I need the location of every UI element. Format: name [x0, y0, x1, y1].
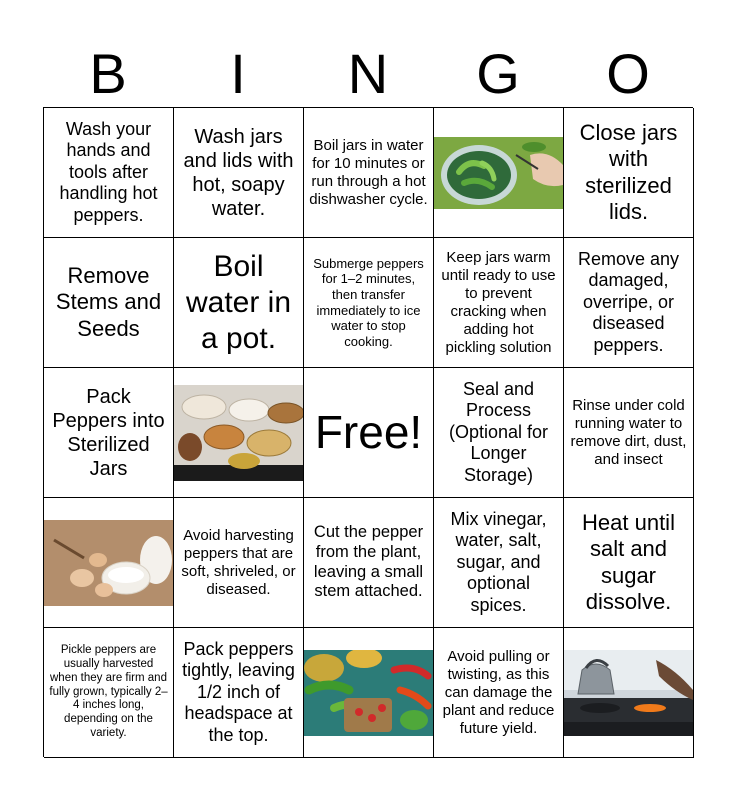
header-letter-i: I	[230, 42, 246, 105]
bingo-header	[43, 40, 693, 108]
header-letter-g: G	[476, 42, 520, 105]
bingo-cell[interactable]: Pickle peppers are usually harvested when they are firm and fully grown, typically 2–4 inches long, depending on the variety.	[44, 628, 174, 758]
bingo-cell[interactable]: Wash jars and lids with hot, soapy water.	[174, 108, 304, 238]
bingo-cell[interactable]: Avoid pulling or twisting, as this can damage the plant and reduce future yield.	[434, 628, 564, 758]
pepper-harvest-image	[434, 137, 563, 209]
bingo-cell[interactable]: Pack Peppers into Sterilized Jars	[44, 368, 174, 498]
bingo-cell-image[interactable]	[434, 108, 564, 238]
bingo-cell[interactable]: Seal and Process (Optional for Longer Storage)	[434, 368, 564, 498]
bingo-cell-image[interactable]	[304, 628, 434, 758]
bingo-cell[interactable]: Remove Stems and Seeds	[44, 238, 174, 368]
pickling-spices-image	[174, 385, 303, 481]
stove-kettle-image	[564, 650, 693, 736]
bingo-cell[interactable]: Keep jars warm until ready to use to prevent cracking when adding hot pickling solution	[434, 238, 564, 368]
header-letter-o: O	[606, 42, 650, 105]
bingo-cell[interactable]: Rinse under cold running water to remove dirt, dust, and insect	[564, 368, 694, 498]
bingo-card	[43, 107, 693, 757]
baking-ingredients-image	[44, 520, 173, 606]
bingo-cell[interactable]: Submerge peppers for 1–2 minutes, then transfer immediately to ice water to stop cooking.	[304, 238, 434, 368]
bingo-cell[interactable]: Avoid harvesting peppers that are soft, shriveled, or diseased.	[174, 498, 304, 628]
bingo-cell[interactable]: Close jars with sterilized lids.	[564, 108, 694, 238]
fresh-peppers-image	[304, 650, 433, 736]
bingo-cell[interactable]: Remove any damaged, overripe, or diseased peppers.	[564, 238, 694, 368]
bingo-cell[interactable]: Mix vinegar, water, salt, sugar, and optional spices.	[434, 498, 564, 628]
bingo-cell[interactable]: Boil jars in water for 10 minutes or run through a hot dishwasher cycle.	[304, 108, 434, 238]
bingo-cell-image[interactable]	[564, 628, 694, 758]
free-space[interactable]: Free!	[304, 368, 434, 498]
bingo-cell[interactable]: Cut the pepper from the plant, leaving a small stem attached.	[304, 498, 434, 628]
header-letter-n: N	[347, 42, 389, 105]
bingo-cell[interactable]: Pack peppers tightly, leaving 1/2 inch of headspace at the top.	[174, 628, 304, 758]
bingo-cell-image[interactable]	[44, 498, 174, 628]
bingo-cell[interactable]: Wash your hands and tools after handling hot peppers.	[44, 108, 174, 238]
header-letter-b: B	[89, 42, 127, 105]
bingo-cell[interactable]: Boil water in a pot.	[174, 238, 304, 368]
bingo-cell-image[interactable]	[174, 368, 304, 498]
bingo-cell[interactable]: Heat until salt and sugar dissolve.	[564, 498, 694, 628]
